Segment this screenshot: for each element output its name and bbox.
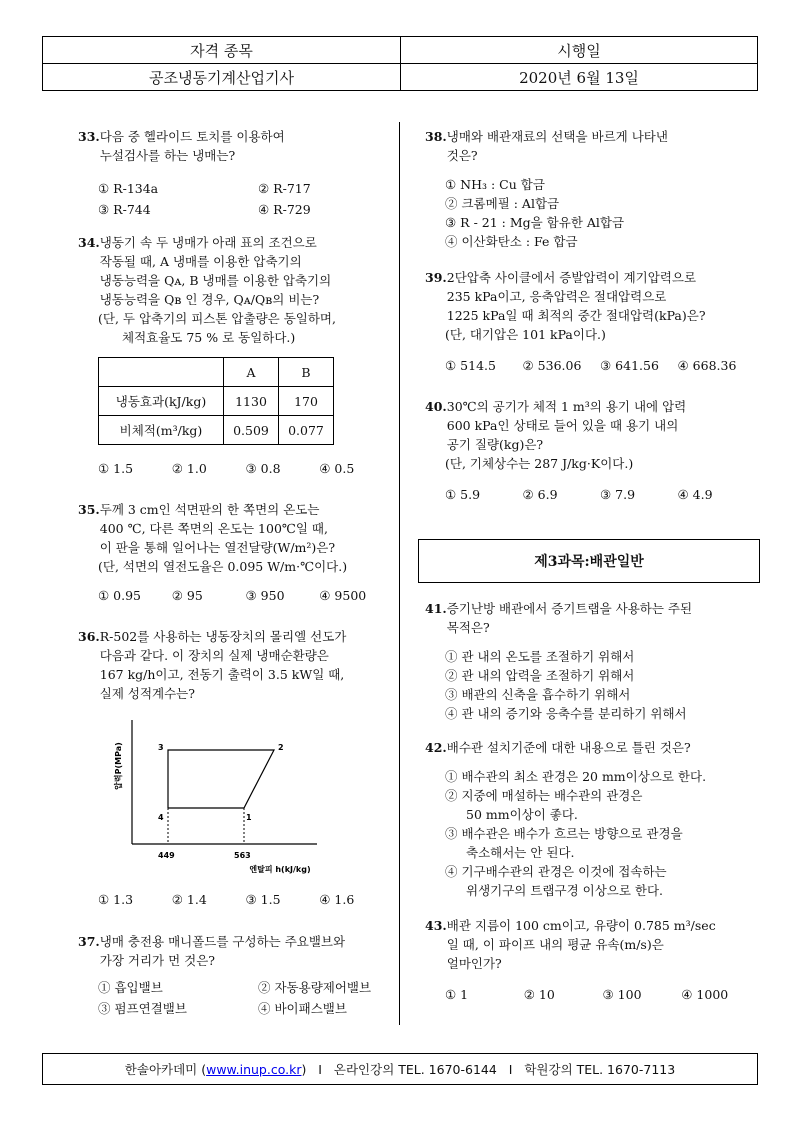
q34-note1: (단, 두 압축기의 피스톤 압출량은 동일하며, [98, 311, 336, 326]
q34-table-cell: 비체적(m³/kg) [99, 416, 224, 445]
q38-option-3[interactable]: ③ R - 21 : Mg을 함유한 Al합금 [445, 215, 625, 230]
q34-option-2[interactable]: ② 1.0 [171, 461, 207, 476]
q38-line1: 냉매와 배관재료의 선택을 바르게 나타낸 [446, 129, 668, 144]
header-subject: 공조냉동기계산업기사 [43, 64, 401, 91]
diagram-point-4: 4 [158, 813, 164, 822]
column-divider [399, 122, 400, 1025]
q41-option-1[interactable]: ① 관 내의 온도를 조절하기 위해서 [445, 649, 635, 664]
question-41 [425, 599, 755, 723]
header-date: 2020년 6월 13일 [401, 64, 758, 91]
q37-option-2[interactable]: ② 자동용량제어밸브 [258, 980, 372, 995]
q35-option-3[interactable]: ③ 950 [245, 588, 285, 603]
q42-option-3[interactable]: ③ 배수관은 배수가 흐르는 방향으로 관경을 [445, 826, 683, 841]
question-36-options [78, 890, 393, 909]
q40-line1: 30℃의 공기가 체적 1 m³의 용기 내에 압력 [446, 399, 687, 414]
header-table [42, 36, 758, 91]
q38-option-2[interactable]: ② 크롬메필 : Al합금 [445, 196, 560, 211]
q42-option-2[interactable]: ② 지중에 매설하는 배수관의 관경은 [445, 788, 643, 803]
diagram-ylabel: 압력P(MPa) [114, 742, 123, 790]
question-35 [78, 500, 393, 605]
question-33 [78, 127, 388, 219]
footer-academy: 한솔아카데미 ( [124, 1062, 207, 1077]
q37-option-1[interactable]: ① 흡입밸브 [98, 980, 163, 995]
q39-option-3[interactable]: ③ 641.56 [600, 358, 659, 373]
q41-option-4[interactable]: ④ 관 내의 증기와 응축수를 분리하기 위해서 [445, 706, 687, 721]
q36-option-1[interactable]: ① 1.3 [98, 892, 134, 907]
q39-option-4[interactable]: ④ 668.36 [677, 358, 737, 373]
q36-number: 36. [78, 629, 100, 644]
diagram-xlabel: 엔탈피 h(kJ/kg) [249, 865, 311, 874]
q43-number: 43. [425, 918, 447, 933]
question-39 [425, 268, 755, 375]
q36-line4: 실제 성적계수는? [99, 686, 195, 701]
q34-table-head-0 [99, 358, 224, 387]
question-42 [425, 738, 755, 900]
q40-option-1[interactable]: ① 5.9 [445, 487, 481, 502]
q37-line2: 가장 거리가 먼 것은? [99, 953, 215, 968]
q41-line1: 증기난방 배관에서 증기트랩을 사용하는 주된 [446, 601, 693, 616]
q39-option-2[interactable]: ② 536.06 [522, 358, 582, 373]
header-col1-label: 자격 종목 [43, 37, 401, 64]
q33-number: 33. [78, 129, 100, 144]
footer-contact: ) I 온라인강의 TEL. 1670-6144 I 학원강의 TEL. 1670-7113 [301, 1062, 676, 1077]
q39-line3: 1225 kPa일 때 최적의 중간 절대압력(kPa)은? [446, 308, 706, 323]
q43-option-4[interactable]: ④ 1000 [681, 987, 729, 1002]
q42-line1: 배수관 설치기준에 대한 내용으로 틀린 것은? [446, 740, 691, 755]
q33-option-3[interactable]: ③ R-744 [98, 202, 151, 217]
footer-url-link[interactable]: www.inup.co.kr [206, 1061, 302, 1077]
q34-line1: 냉동기 속 두 냉매가 아래 표의 조건으로 [99, 235, 317, 250]
q42-option-2-cont: 50 mm이상이 좋다. [466, 807, 578, 822]
q36-line2: 다음과 같다. 이 장치의 실제 냉매순환량은 [99, 648, 329, 663]
q35-option-1[interactable]: ① 0.95 [98, 588, 142, 603]
q41-option-2[interactable]: ② 관 내의 압력을 조절하기 위해서 [445, 668, 635, 683]
question-34 [78, 233, 393, 478]
q36-option-3[interactable]: ③ 1.5 [245, 892, 281, 907]
diagram-xtick-563: 563 [234, 851, 251, 860]
q39-line1: 2단압축 사이클에서 증발압력이 계기압력으로 [446, 270, 697, 285]
diagram-point-2: 2 [278, 743, 284, 752]
q39-option-1[interactable]: ① 514.5 [445, 358, 496, 373]
q34-table-cell: 냉동효과(kJ/kg) [99, 387, 224, 416]
q36-option-2[interactable]: ② 1.4 [171, 892, 207, 907]
q35-line1: 두께 3 cm인 석면판의 한 쪽면의 온도는 [99, 502, 320, 517]
q40-option-3[interactable]: ③ 7.9 [600, 487, 636, 502]
q33-line1: 다음 중 헬라이드 토치를 이용하여 [99, 129, 285, 144]
section-3-title: 제3과목:배관일반 [418, 539, 760, 583]
q43-line3: 얼마인가? [446, 956, 502, 971]
q35-number: 35. [78, 502, 100, 517]
q37-number: 37. [78, 934, 100, 949]
q38-line2: 것은? [446, 148, 478, 163]
q39-number: 39. [425, 270, 447, 285]
q40-option-4[interactable]: ④ 4.9 [677, 487, 713, 502]
q40-number: 40. [425, 399, 447, 414]
q41-line2: 목적은? [446, 620, 490, 635]
q36-option-4[interactable]: ④ 1.6 [319, 892, 355, 907]
q41-option-3[interactable]: ③ 배관의 신축을 흡수하기 위해서 [445, 687, 631, 702]
q35-note: (단, 석면의 열전도율은 0.095 W/m·℃이다.) [98, 559, 348, 574]
q35-option-4[interactable]: ④ 9500 [319, 588, 367, 603]
q41-number: 41. [425, 601, 447, 616]
q35-line3: 이 판을 통해 일어나는 열전달량(W/m²)은? [99, 540, 336, 555]
q33-line2: 누설검사를 하는 냉매는? [99, 148, 236, 163]
diagram-cycle [168, 750, 274, 808]
diagram-point-1: 1 [246, 813, 252, 822]
q35-line2: 400 ℃, 다른 쪽면의 온도는 100℃일 때, [99, 521, 328, 536]
q42-option-1[interactable]: ① 배수관의 최소 관경은 20 mm이상으로 한다. [445, 769, 707, 784]
q37-option-4[interactable]: ④ 바이패스밸브 [258, 1001, 347, 1016]
q43-option-1[interactable]: ① 1 [445, 987, 469, 1002]
q34-number: 34. [78, 235, 100, 250]
q34-table-cell: 170 [279, 387, 334, 416]
q37-option-3[interactable]: ③ 펌프연결밸브 [98, 1001, 187, 1016]
q38-option-1[interactable]: ① NH₃ : Cu 합금 [445, 177, 545, 192]
q36-line1: R-502를 사용하는 냉동장치의 몰리엘 선도가 [99, 629, 347, 644]
q43-line2: 일 때, 이 파이프 내의 평균 유속(m/s)은 [446, 937, 664, 952]
q34-table-cell: 0.509 [224, 416, 279, 445]
q34-line2: 작동될 때, A 냉매를 이용한 압축기의 [99, 254, 302, 269]
q40-option-2[interactable]: ② 6.9 [522, 487, 558, 502]
question-43 [425, 916, 760, 1004]
header-col2-label: 시행일 [401, 37, 758, 64]
q34-option-1[interactable]: ① 1.5 [98, 461, 134, 476]
question-37 [78, 932, 393, 1018]
q34-table-cell: 0.077 [279, 416, 334, 445]
diagram-xtick-449: 449 [158, 851, 175, 860]
question-36 [78, 627, 393, 703]
q42-option-4-cont: 위생기구의 트랩구경 이상으로 한다. [466, 883, 664, 898]
question-38 [425, 127, 755, 251]
q34-table-head-a: A [224, 358, 279, 387]
q36-line3: 167 kg/h이고, 전동기 출력이 3.5 kW일 때, [99, 667, 345, 682]
q40-note: (단, 기체상수는 287 J/kg·K이다.) [445, 456, 634, 471]
q42-option-4[interactable]: ④ 기구배수관의 관경은 이것에 접속하는 [445, 864, 667, 879]
q33-option-4[interactable]: ④ R-729 [258, 202, 311, 217]
q40-line2: 600 kPa인 상태로 들어 있을 때 용기 내의 [446, 418, 679, 433]
q33-option-1[interactable]: ① R-134a [98, 181, 159, 196]
q33-option-2[interactable]: ② R-717 [258, 181, 311, 196]
q38-option-4[interactable]: ④ 이산화탄소 : Fe 합금 [445, 234, 578, 249]
q40-line3: 공기 질량(kg)은? [446, 437, 544, 452]
q43-line1: 배관 지름이 100 cm이고, 유량이 0.785 m³/sec [446, 918, 716, 933]
footer [42, 1053, 758, 1085]
q34-option-4[interactable]: ④ 0.5 [319, 461, 355, 476]
q35-option-2[interactable]: ② 95 [171, 588, 203, 603]
diagram-point-3: 3 [158, 743, 164, 752]
q39-note: (단, 대기압은 101 kPa이다.) [445, 327, 606, 342]
q43-option-2[interactable]: ② 10 [523, 987, 555, 1002]
q34-table [98, 357, 334, 445]
q42-option-3-cont: 축소해서는 안 된다. [466, 845, 575, 860]
q34-note2: 체적효율도 75 % 로 동일하다.) [122, 330, 296, 345]
q34-option-3[interactable]: ③ 0.8 [245, 461, 281, 476]
q39-line2: 235 kPa이고, 응축압력은 절대압력으로 [446, 289, 667, 304]
question-40 [425, 397, 755, 504]
q42-number: 42. [425, 740, 447, 755]
q34-table-cell: 1130 [224, 387, 279, 416]
mollier-diagram [112, 712, 322, 880]
q43-option-3[interactable]: ③ 100 [602, 987, 642, 1002]
q34-line4: 냉동능력을 Qʙ 인 경우, Qᴀ/Qʙ의 비는? [99, 292, 320, 307]
q34-line3: 냉동능력을 Qᴀ, B 냉매를 이용한 압축기의 [99, 273, 332, 288]
q38-number: 38. [425, 129, 447, 144]
q37-line1: 냉매 충전용 매니폴드를 구성하는 주요밸브와 [99, 934, 346, 949]
q34-table-head-b: B [279, 358, 334, 387]
